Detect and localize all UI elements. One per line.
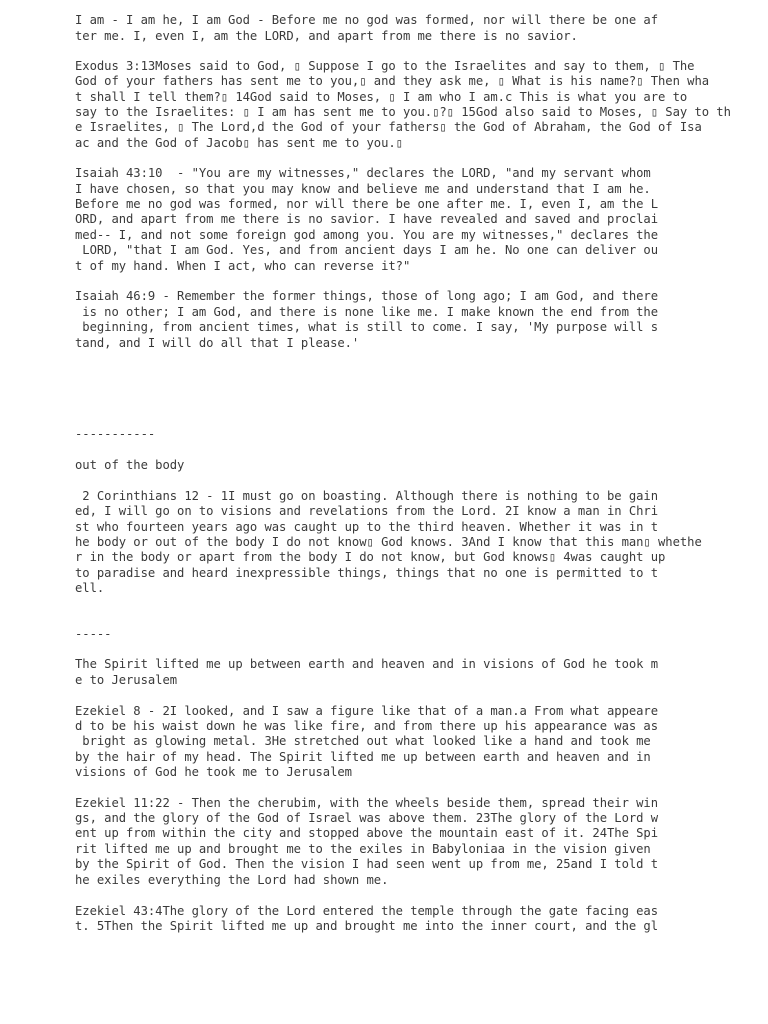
text-line: Exodus 3:13Moses said to God, ▯ Suppose I go to the Israelites and say to them, ▯ The [75,59,695,73]
text-line: t. 5Then the Spirit lifted me up and brought me into the inner court, and the gl [75,919,659,933]
text-line: ac and the God of Jacob▯ has sent me to you.▯ [75,136,403,150]
text-line: r in the body or apart from the body I do not know, but God knows▯ 4was caught up [75,550,666,564]
text-line: Isaiah 43:10 - "You are my witnesses," declares the LORD, "and my servant whom [75,166,651,180]
text-line: he body or out of the body I do not know▯ God knows. 3And I know that this man▯ whethe [75,535,702,549]
text-line: he exiles everything the Lord had shown me. [75,873,389,887]
text-line: rit lifted me up and brought me to the exiles in Babyloniaa in the vision given [75,842,651,856]
text-line: d to be his waist down he was like fire, and from there up his appearance was as [75,719,659,733]
text-line: is no other; I am God, and there is none like me. I make known the end from the [75,305,659,319]
text-line: Ezekiel 43:4The glory of the Lord entered the temple through the gate facing eas [75,904,659,918]
text-line: Isaiah 46:9 - Remember the former things, those of long ago; I am God, and there [75,289,659,303]
text-line: ----------- [75,427,156,441]
text-line: visions of God he took me to Jerusalem [75,765,352,779]
text-line: beginning, from ancient times, what is still to come. I say, 'My purpose will s [75,320,659,334]
text-line: by the Spirit of God. Then the vision I had seen went up from me, 25and I told t [75,857,659,871]
text-line: LORD, "that I am God. Yes, and from ancient days I am he. No one can deliver ou [75,243,659,257]
text-line: e Israelites, ▯ The Lord,d the God of your fathers▯ the God of Abraham, the God of Isa [75,120,702,134]
text-line: to paradise and heard inexpressible things, things that no one is permitted to t [75,566,659,580]
text-line: The Spirit lifted me up between earth and heaven and in visions of God he took m [75,657,659,671]
text-line: ter me. I, even I, am the LORD, and apart from me there is no savior. [75,29,578,43]
text-line: God of your fathers has sent me to you,▯ and they ask me, ▯ What is his name?▯ Then wha [75,74,710,88]
text-line: t of my hand. When I act, who can reverse it?" [75,259,411,273]
text-line: ORD, and apart from me there is no savior. I have revealed and saved and proclai [75,212,659,226]
text-line: med-- I, and not some foreign god among you. You are my witnesses," declares the [75,228,659,242]
text-line: ent up from within the city and stopped above the mountain east of it. 24The Spi [75,826,659,840]
text-line: st who fourteen years ago was caught up to the third heaven. Whether it was in t [75,520,659,534]
text-line: say to the Israelites: ▯ I am has sent me to you.▯?▯ 15God also said to Moses, ▯ Say to th [75,105,731,119]
text-line: Ezekiel 8 - 2I looked, and I saw a figure like that of a man.a From what appeare [75,704,659,718]
text-line: I am - I am he, I am God - Before me no god was formed, nor will there be one af [75,13,659,27]
text-line: bright as glowing metal. 3He stretched out what looked like a hand and took me [75,734,651,748]
text-line: e to Jerusalem [75,673,178,687]
text-line: gs, and the glory of the God of Israel was above them. 23The glory of the Lord w [75,811,659,825]
text-line: ell. [75,581,105,595]
text-line: ----- [75,627,112,641]
text-line: Ezekiel 11:22 - Then the cherubim, with the wheels beside them, spread their win [75,796,659,810]
text-line: Before me no god was formed, nor will there be one after me. I, even I, am the L [75,197,659,211]
text-line: I have chosen, so that you may know and believe me and understand that I am he. [75,182,651,196]
text-line: t shall I tell them?▯ 14God said to Moses, ▯ I am who I am.c This is what you are to [75,90,688,104]
text-line: tand, and I will do all that I please.' [75,336,360,350]
text-line: 2 Corinthians 12 - 1I must go on boasting. Although there is nothing to be gain [75,489,659,503]
text-line: ed, I will go on to visions and revelations from the Lord. 2I know a man in Chri [75,504,659,518]
text-line: by the hair of my head. The Spirit lifted me up between earth and heaven and in [75,750,651,764]
text-line: out of the body [75,458,185,472]
